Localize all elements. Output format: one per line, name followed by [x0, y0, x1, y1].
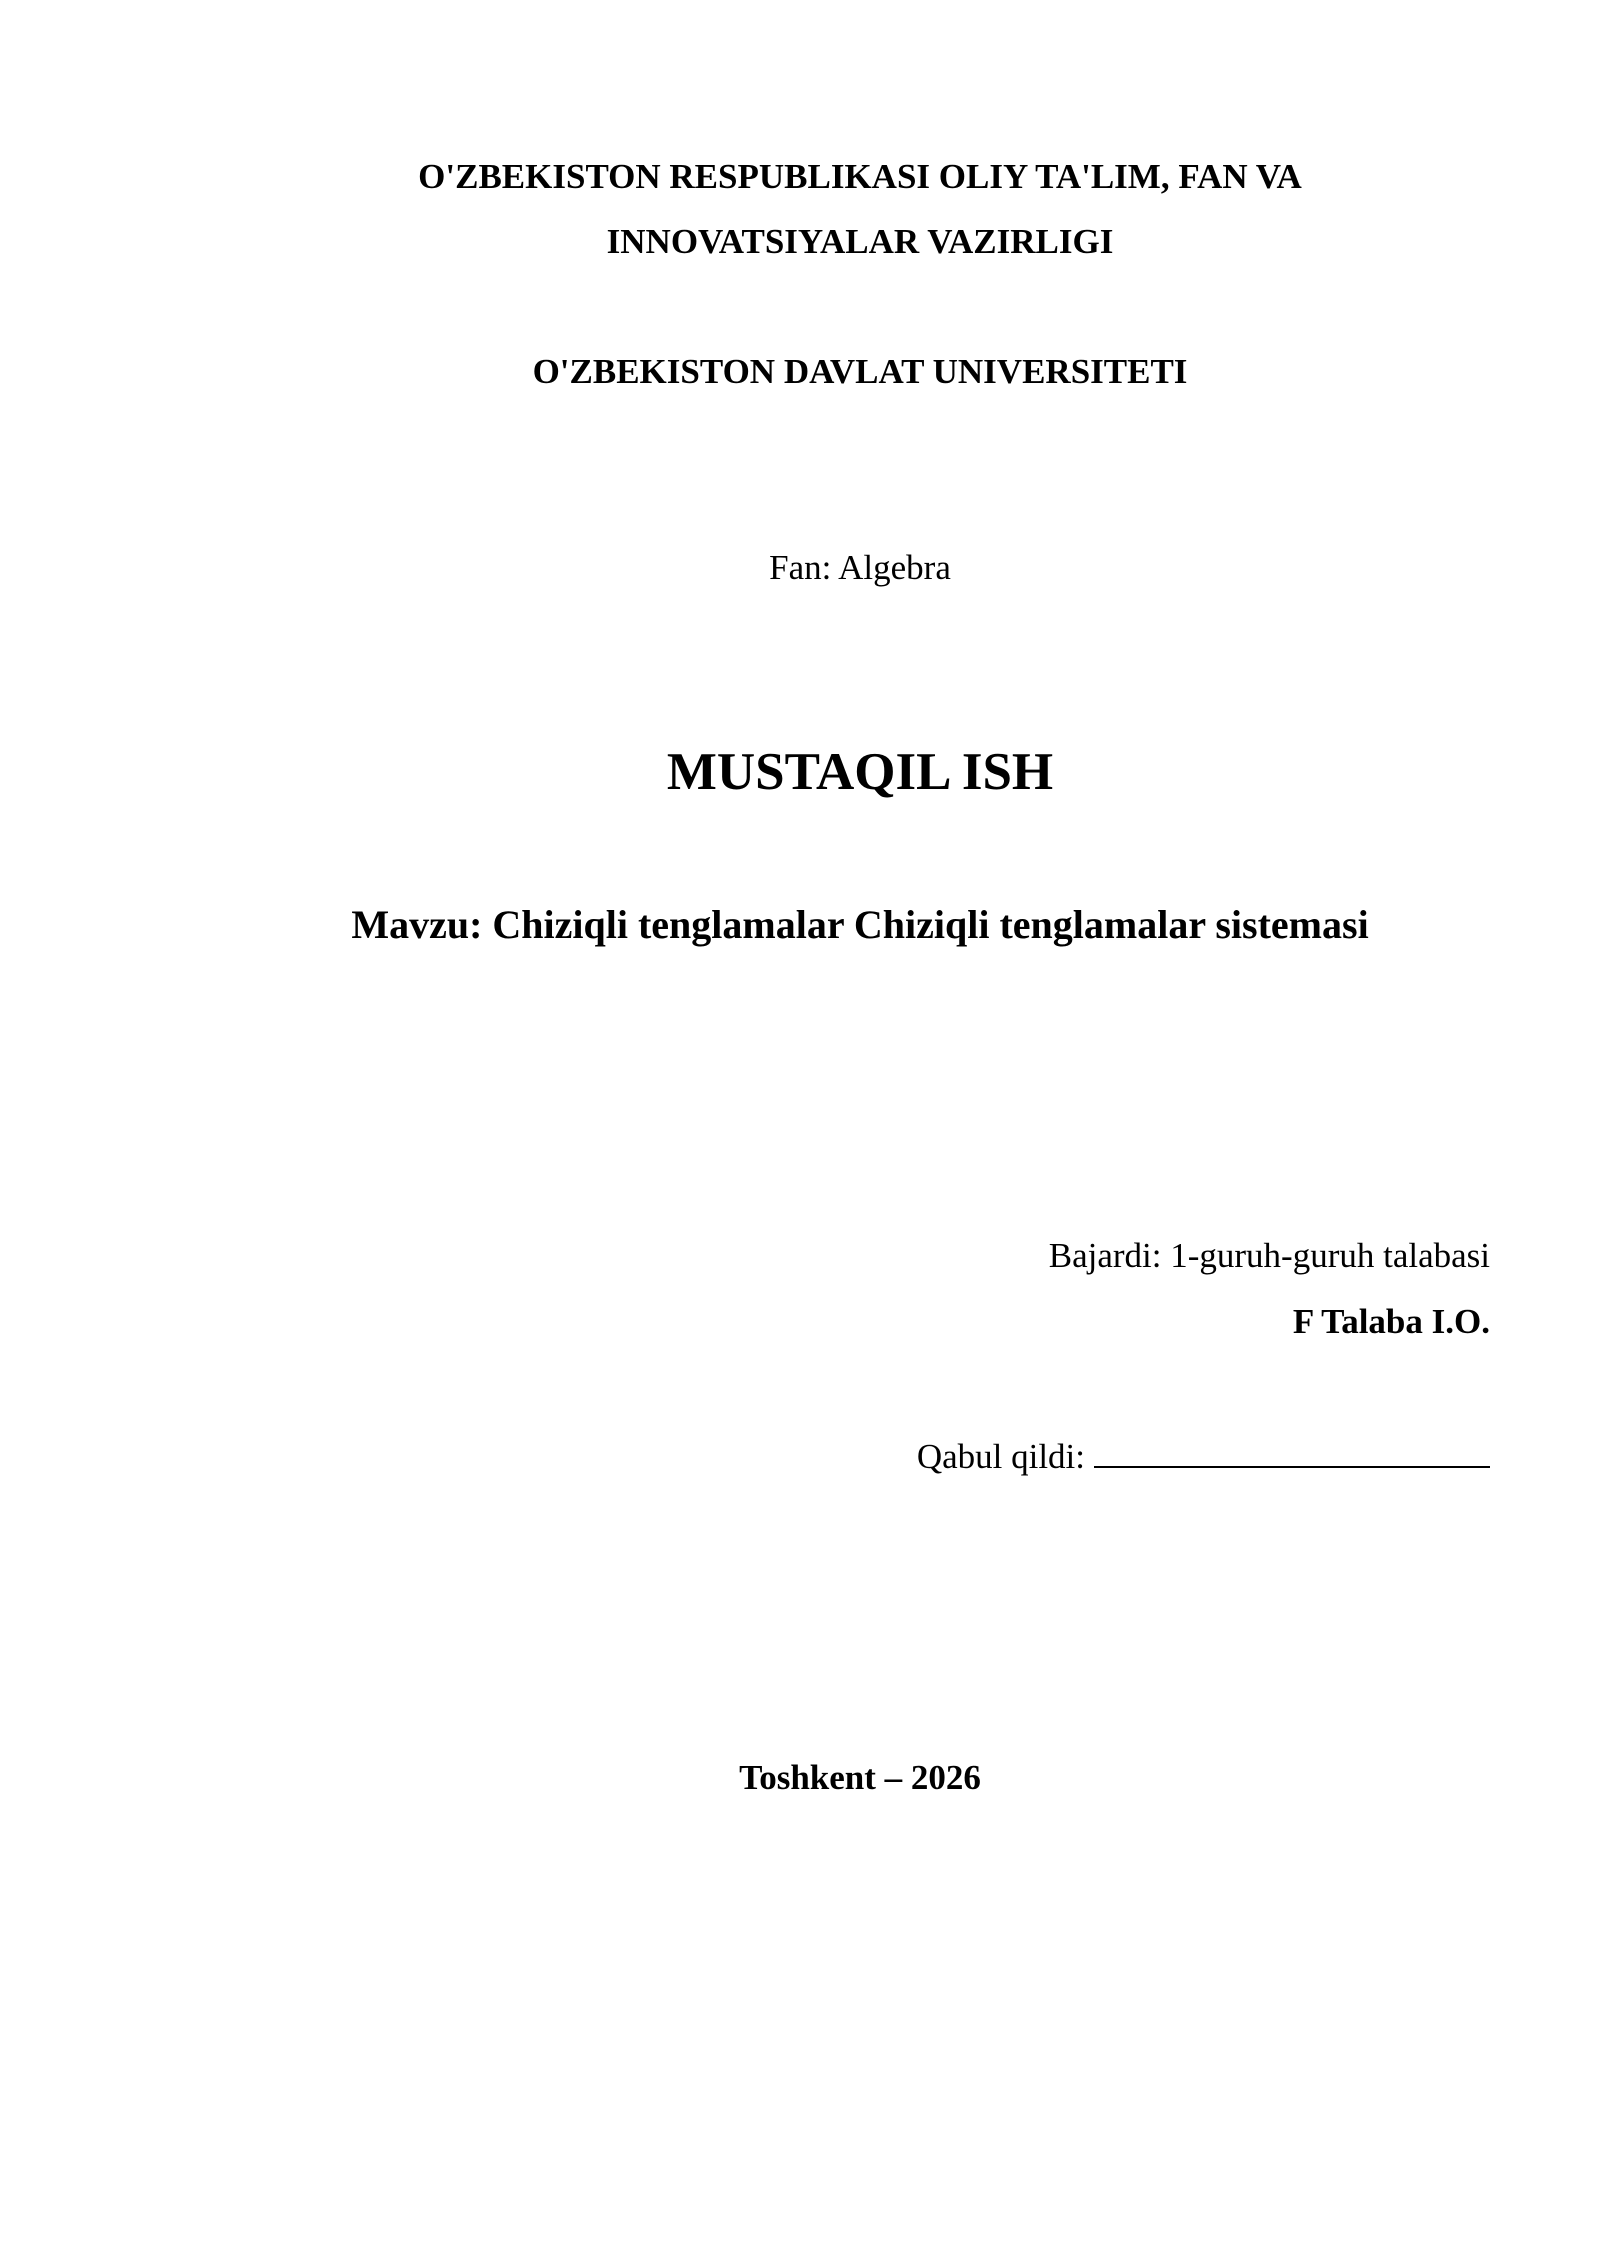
- accepted-by-label: Qabul qildi:: [916, 1437, 1085, 1476]
- university-name: O'ZBEKISTON DAVLAT UNIVERSITETI: [532, 352, 1188, 391]
- city-year: Toshkent – 2026: [739, 1758, 981, 1797]
- subject-line: Fan: Algebra: [769, 548, 951, 587]
- signature-blank: [1094, 1434, 1490, 1468]
- ministry-heading-line-2: INNOVATSIYALAR VAZIRLIGI: [606, 222, 1114, 261]
- student-name: F Talaba I.O.: [1292, 1302, 1490, 1341]
- topic-line: Mavzu: Chiziqli tenglamalar Chiziqli tenglamalar sistemasi: [351, 902, 1369, 947]
- accepted-by-line: [917, 1434, 1490, 1474]
- ministry-heading-line-1: O'ZBEKISTON RESPUBLIKASI OLIY TA'LIM, FAN VA: [418, 157, 1302, 196]
- done-by-line: Bajardi: 1-guruh-guruh talabasi: [1048, 1236, 1490, 1275]
- document-title: MUSTAQIL ISH: [666, 743, 1054, 801]
